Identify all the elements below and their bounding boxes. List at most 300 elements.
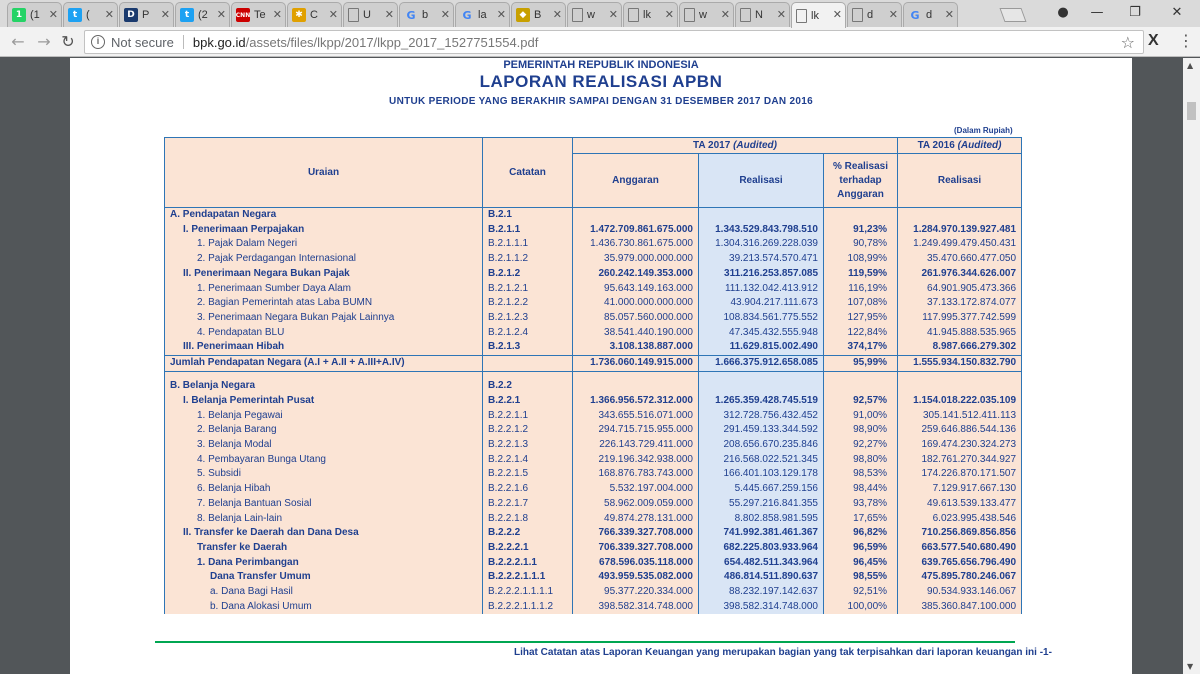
column-header-uraian: Uraian [165, 138, 483, 208]
address-bar[interactable] [84, 30, 1144, 54]
row-pct-realisasi: 98,80% [824, 453, 898, 468]
row-label: 3. Belanja Modal [165, 438, 483, 453]
row-realisasi-2016 [898, 371, 1022, 379]
column-header-catatan: Catatan [483, 138, 573, 208]
row-label: 4. Pendapatan BLU [165, 326, 483, 341]
row-label: b. Dana Alokasi Umum [165, 600, 483, 615]
row-realisasi-2017: 654.482.511.343.964 [699, 556, 824, 571]
row-anggaran: 1.366.956.572.312.000 [573, 394, 699, 409]
row-pct-realisasi: 96,45% [824, 556, 898, 571]
row-realisasi-2016: 90.534.933.146.067 [898, 585, 1022, 600]
document-icon [628, 8, 639, 22]
row-note: B.2.1.2 [483, 267, 573, 282]
row-anggaran: 5.532.197.004.000 [573, 482, 699, 497]
pct-header-line1: % Realisasi [832, 160, 889, 172]
row-label: 6. Belanja Hibah [165, 482, 483, 497]
row-anggaran [573, 371, 699, 379]
row-realisasi-2016: 475.895.780.246.067 [898, 570, 1022, 585]
column-header-ta2017 [573, 138, 898, 154]
row-pct-realisasi: 100,00% [824, 600, 898, 615]
row-anggaran: 343.655.516.071.000 [573, 409, 699, 424]
row-label: 7. Belanja Bantuan Sosial [165, 497, 483, 512]
table-row [165, 208, 1022, 223]
table-row [165, 467, 1022, 482]
row-pct-realisasi: 98,53% [824, 467, 898, 482]
google-icon: G [406, 8, 416, 22]
table-row [165, 340, 1022, 355]
tab-title: la [478, 9, 487, 21]
tab-title: P [142, 9, 150, 21]
table-row [165, 423, 1022, 438]
url-path[interactable]: /assets/files/lkpp/2017/lkpp_2017_1527751554.pdf [245, 34, 539, 50]
row-realisasi-2017: 1.343.529.843.798.510 [699, 223, 824, 238]
pct-header-line2: terhadap [839, 174, 882, 186]
row-label: III. Penerimaan Hibah [165, 340, 483, 355]
table-row [165, 371, 1022, 379]
row-label: 5. Subsidi [165, 467, 483, 482]
browser-tab[interactable] [455, 2, 510, 27]
row-realisasi-2016: 37.133.172.874.077 [898, 296, 1022, 311]
row-pct-realisasi: 98,90% [824, 423, 898, 438]
new-tab-button[interactable] [999, 8, 1026, 22]
close-tab-icon[interactable]: ✕ [832, 9, 842, 21]
tab-title: (1 [30, 9, 40, 21]
close-tab-icon[interactable]: ✕ [328, 8, 338, 21]
row-realisasi-2017: 11.629.815.002.490 [699, 340, 824, 355]
row-realisasi-2017: 39.213.574.570.471 [699, 252, 824, 267]
row-pct-realisasi: 17,65% [824, 512, 898, 527]
ta2017-label: TA 2017 [693, 140, 731, 151]
footer-divider [155, 641, 1015, 643]
row-realisasi-2017: 1.265.359.428.745.519 [699, 394, 824, 409]
tab-title: lk [643, 9, 651, 21]
row-realisasi-2016: 639.765.656.796.490 [898, 556, 1022, 571]
browser-tab[interactable] [847, 2, 902, 27]
tab-title: C [310, 9, 318, 21]
tab-title: w [699, 9, 707, 21]
whatsapp-icon: 1 [12, 8, 26, 22]
row-label: A. Pendapatan Negara [165, 208, 483, 223]
row-realisasi-2016: 1.555.934.150.832.790 [898, 356, 1022, 372]
table-row [165, 282, 1022, 297]
ta2016-label: TA 2016 [917, 140, 955, 151]
row-label: 2. Belanja Barang [165, 423, 483, 438]
page-footer: Lihat Catatan atas Laporan Keuangan yang merupakan bagian yang tak terpisahkan dari laporan keuangan ini -1- [514, 647, 1052, 658]
row-realisasi-2017 [699, 379, 824, 394]
row-pct-realisasi: 98,55% [824, 570, 898, 585]
row-anggaran: 41.000.000.000.000 [573, 296, 699, 311]
browser-tab[interactable] [231, 2, 286, 27]
row-realisasi-2017: 682.225.803.933.964 [699, 541, 824, 556]
column-header-ta2016 [898, 138, 1022, 154]
table-body [165, 208, 1022, 615]
row-realisasi-2017: 108.834.561.775.552 [699, 311, 824, 326]
table-row [165, 379, 1022, 394]
tab-title: N [755, 9, 763, 21]
row-anggaran: 226.143.729.411.000 [573, 438, 699, 453]
twitter-icon: t [180, 8, 194, 22]
row-pct-realisasi: 91,00% [824, 409, 898, 424]
row-note: B.2.2 [483, 379, 573, 394]
menu-icon[interactable]: ⋮ [1178, 31, 1194, 50]
row-anggaran: 260.242.149.353.000 [573, 267, 699, 282]
browser-tab[interactable] [287, 2, 342, 27]
table-row [165, 409, 1022, 424]
row-note [483, 371, 573, 379]
row-label: II. Penerimaan Negara Bukan Pajak [165, 267, 483, 282]
row-realisasi-2016: 174.226.870.171.507 [898, 467, 1022, 482]
browser-tab[interactable] [119, 2, 174, 27]
row-label: 4. Pembayaran Bunga Utang [165, 453, 483, 468]
row-note: B.2.2.1.1 [483, 409, 573, 424]
budget-realization-table [164, 137, 1022, 614]
row-realisasi-2017: 216.568.022.521.345 [699, 453, 824, 468]
reload-button[interactable]: ↻ [61, 32, 75, 51]
row-anggaran: 3.108.138.887.000 [573, 340, 699, 355]
table-row [165, 326, 1022, 341]
row-note: B.2.2.1 [483, 394, 573, 409]
browser-tab[interactable] [7, 2, 62, 27]
report-period: UNTUK PERIODE YANG BERAKHIR SAMPAI DENGAN 31 DESEMBER 2017 DAN 2016 [389, 96, 813, 107]
row-note [483, 356, 573, 372]
table-row [165, 453, 1022, 468]
row-realisasi-2017: 5.445.667.259.156 [699, 482, 824, 497]
browser-tab[interactable] [791, 2, 846, 28]
row-label: I. Belanja Pemerintah Pusat [165, 394, 483, 409]
row-label: 1. Penerimaan Sumber Daya Alam [165, 282, 483, 297]
column-header-anggaran: Anggaran [573, 154, 699, 208]
ta2017-audited: (Audited) [733, 140, 777, 151]
browser-tab[interactable] [623, 2, 678, 27]
table-row [165, 570, 1022, 585]
row-realisasi-2017: 398.582.314.748.000 [699, 600, 824, 615]
row-realisasi-2016: 41.945.888.535.965 [898, 326, 1022, 341]
table-row [165, 512, 1022, 527]
browser-tab[interactable] [175, 2, 230, 27]
table-row [165, 394, 1022, 409]
table-row [165, 541, 1022, 556]
close-tab-icon[interactable]: ✕ [608, 8, 618, 21]
row-pct-realisasi: 116,19% [824, 282, 898, 297]
row-anggaran: 1.472.709.861.675.000 [573, 223, 699, 238]
account-icon[interactable]: ● [1057, 5, 1069, 20]
row-realisasi-2017: 311.216.253.857.085 [699, 267, 824, 282]
row-realisasi-2016: 1.249.499.479.450.431 [898, 237, 1022, 252]
row-realisasi-2017: 208.656.670.235.846 [699, 438, 824, 453]
close-tab-icon[interactable]: ✕ [216, 8, 226, 21]
close-tab-icon[interactable]: ✕ [272, 8, 282, 21]
row-label: Transfer ke Daerah [165, 541, 483, 556]
tab-title: w [587, 9, 595, 21]
table-row [165, 526, 1022, 541]
row-note: B.2.2.1.8 [483, 512, 573, 527]
table-row [165, 267, 1022, 282]
close-tab-icon[interactable]: ✕ [888, 8, 898, 21]
row-realisasi-2016: 710.256.869.856.856 [898, 526, 1022, 541]
row-note: B.2.2.1.6 [483, 482, 573, 497]
row-pct-realisasi: 92,57% [824, 394, 898, 409]
row-realisasi-2017: 166.401.103.129.178 [699, 467, 824, 482]
government-title: PEMERINTAH REPUBLIK INDONESIA [503, 59, 699, 71]
row-realisasi-2017: 1.304.316.269.228.039 [699, 237, 824, 252]
document-icon [796, 9, 807, 23]
row-note: B.2.2.2.1.1.1.1 [483, 585, 573, 600]
cnn-icon: CNN [236, 8, 250, 22]
row-anggaran: 85.057.560.000.000 [573, 311, 699, 326]
table-row [165, 438, 1022, 453]
report-title: LAPORAN REALISASI APBN [479, 72, 723, 91]
row-label: I. Penerimaan Perpajakan [165, 223, 483, 238]
close-tab-icon[interactable]: ✕ [552, 8, 562, 21]
row-realisasi-2017: 43.904.217.111.673 [699, 296, 824, 311]
row-note: B.2.2.2.1 [483, 541, 573, 556]
row-note: B.2.2.2 [483, 526, 573, 541]
table-row [165, 296, 1022, 311]
row-pct-realisasi: 107,08% [824, 296, 898, 311]
row-note: B.2.1.2.3 [483, 311, 573, 326]
document-icon [572, 8, 583, 22]
row-anggaran: 1.436.730.861.675.000 [573, 237, 699, 252]
table-row [165, 600, 1022, 615]
row-pct-realisasi [824, 371, 898, 379]
row-note: B.2.1.2.1 [483, 282, 573, 297]
scroll-up-arrow-icon[interactable]: ▲ [1187, 61, 1194, 70]
row-label [165, 371, 483, 379]
row-realisasi-2016: 259.646.886.544.136 [898, 423, 1022, 438]
row-realisasi-2017: 291.459.133.344.592 [699, 423, 824, 438]
tab-title: U [363, 9, 371, 21]
browser-tab[interactable] [399, 2, 454, 27]
row-realisasi-2016: 6.023.995.438.546 [898, 512, 1022, 527]
table-row [165, 311, 1022, 326]
row-note: B.2.2.1.2 [483, 423, 573, 438]
bookmark-star-icon[interactable]: ☆ [1120, 33, 1135, 52]
row-note: B.2.2.2.1.1 [483, 556, 573, 571]
row-realisasi-2017 [699, 208, 824, 223]
row-label: 8. Belanja Lain-lain [165, 512, 483, 527]
row-note: B.2.1.2.2 [483, 296, 573, 311]
row-pct-realisasi: 96,59% [824, 541, 898, 556]
row-label: 1. Pajak Dalam Negeri [165, 237, 483, 252]
browser-tab[interactable] [63, 2, 118, 27]
row-anggaran: 168.876.783.743.000 [573, 467, 699, 482]
row-note: B.2.2.2.1.1.1 [483, 570, 573, 585]
url-host[interactable]: bpk.go.id [192, 34, 246, 50]
document-icon [684, 8, 695, 22]
row-anggaran: 398.582.314.748.000 [573, 600, 699, 615]
close-tab-icon[interactable]: ✕ [440, 8, 450, 21]
row-realisasi-2016: 35.470.660.477.050 [898, 252, 1022, 267]
close-tab-icon[interactable]: ✕ [944, 8, 954, 21]
divider [183, 35, 184, 49]
row-pct-realisasi: 119,59% [824, 267, 898, 282]
tab-title: lk [811, 9, 819, 22]
column-header-realisasi-2016: Realisasi [898, 154, 1022, 208]
unit-note: (Dalam Rupiah) [954, 126, 1013, 135]
row-note: B.2.2.1.4 [483, 453, 573, 468]
close-tab-icon[interactable]: ✕ [48, 8, 58, 21]
row-label: 2. Pajak Perdagangan Internasional [165, 252, 483, 267]
row-label: 1. Belanja Pegawai [165, 409, 483, 424]
row-realisasi-2016: 8.987.666.279.302 [898, 340, 1022, 355]
row-realisasi-2016 [898, 208, 1022, 223]
tab-title: d [867, 9, 874, 21]
row-realisasi-2016 [898, 379, 1022, 394]
row-note: B.2.1 [483, 208, 573, 223]
row-realisasi-2016: 261.976.344.626.007 [898, 267, 1022, 282]
emblem-icon: ◆ [516, 8, 530, 22]
row-label: Dana Transfer Umum [165, 570, 483, 585]
scroll-down-arrow-icon[interactable]: ▼ [1187, 662, 1194, 671]
row-anggaran: 294.715.715.955.000 [573, 423, 699, 438]
close-tab-icon[interactable]: ✕ [384, 8, 394, 21]
close-tab-icon[interactable]: ✕ [160, 8, 170, 21]
row-pct-realisasi: 374,17% [824, 340, 898, 355]
row-anggaran: 95.377.220.334.000 [573, 585, 699, 600]
row-realisasi-2016: 305.141.512.411.113 [898, 409, 1022, 424]
tab-title: (2 [198, 9, 208, 21]
row-anggaran: 58.962.009.059.000 [573, 497, 699, 512]
table-row [165, 356, 1022, 372]
row-pct-realisasi: 98,44% [824, 482, 898, 497]
pdf-viewer[interactable] [0, 58, 1200, 674]
tab-title: Te [254, 9, 266, 21]
tab-title: B [534, 9, 542, 21]
vertical-scrollbar[interactable] [1183, 58, 1200, 674]
row-realisasi-2017: 8.802.858.981.595 [699, 512, 824, 527]
close-window-button[interactable]: ✕ [1171, 5, 1183, 20]
not-secure-label[interactable]: Not secure [111, 34, 174, 50]
browser-tab[interactable] [511, 2, 566, 27]
row-pct-realisasi: 96,82% [824, 526, 898, 541]
row-pct-realisasi: 95,99% [824, 356, 898, 372]
document-icon [852, 8, 863, 22]
ta2016-audited: (Audited) [957, 140, 1002, 151]
column-header-realisasi-2017: Realisasi [699, 154, 824, 208]
row-label: 3. Penerimaan Negara Bukan Pajak Lainnya [165, 311, 483, 326]
column-header-pct-realisasi [824, 154, 898, 208]
table-row [165, 497, 1022, 512]
toolbar [0, 27, 1200, 57]
row-anggaran: 766.339.327.708.000 [573, 526, 699, 541]
pct-header-line3: Anggaran [837, 188, 884, 200]
browser-tab[interactable] [343, 2, 398, 27]
minimize-button[interactable]: — [1090, 5, 1104, 20]
row-anggaran: 49.874.278.131.000 [573, 512, 699, 527]
row-anggaran [573, 379, 699, 394]
browser-tab[interactable] [567, 2, 622, 27]
table-row [165, 556, 1022, 571]
document-icon [740, 8, 751, 22]
twitter-icon: t [68, 8, 82, 22]
row-realisasi-2017: 55.297.216.841.355 [699, 497, 824, 512]
row-realisasi-2017: 741.992.381.461.367 [699, 526, 824, 541]
row-realisasi-2016: 385.360.847.100.000 [898, 600, 1022, 615]
close-tab-icon[interactable]: ✕ [496, 8, 506, 21]
row-note: B.2.1.3 [483, 340, 573, 355]
row-label: Jumlah Pendapatan Negara (A.I + A.II + A.III+A.IV) [165, 356, 483, 372]
row-realisasi-2016: 1.154.018.222.035.109 [898, 394, 1022, 409]
row-anggaran: 219.196.342.938.000 [573, 453, 699, 468]
row-label: a. Dana Bagi Hasil [165, 585, 483, 600]
scrollbar-thumb[interactable] [1187, 102, 1196, 120]
row-note: B.2.2.2.1.1.1.2 [483, 600, 573, 615]
close-tab-icon[interactable]: ✕ [664, 8, 674, 21]
row-label: 2. Bagian Pemerintah atas Laba BUMN [165, 296, 483, 311]
row-realisasi-2017 [699, 371, 824, 379]
tab-title: d [926, 9, 933, 21]
document-icon [348, 8, 359, 22]
row-pct-realisasi: 122,84% [824, 326, 898, 341]
row-realisasi-2016: 1.284.970.139.927.481 [898, 223, 1022, 238]
browser-tab[interactable] [679, 2, 734, 27]
row-pct-realisasi: 127,95% [824, 311, 898, 326]
row-pct-realisasi: 90,78% [824, 237, 898, 252]
row-label: 1. Dana Perimbangan [165, 556, 483, 571]
row-realisasi-2016: 49.613.539.133.477 [898, 497, 1022, 512]
table-row [165, 252, 1022, 267]
row-anggaran: 1.736.060.149.915.000 [573, 356, 699, 372]
row-note: B.2.1.1.2 [483, 252, 573, 267]
row-label: B. Belanja Negara [165, 379, 483, 394]
table-row [165, 237, 1022, 252]
row-anggaran [573, 208, 699, 223]
row-note: B.2.1.2.4 [483, 326, 573, 341]
row-anggaran: 38.541.440.190.000 [573, 326, 699, 341]
row-realisasi-2017: 88.232.197.142.637 [699, 585, 824, 600]
row-pct-realisasi: 91,23% [824, 223, 898, 238]
row-anggaran: 678.596.035.118.000 [573, 556, 699, 571]
tab-title: b [422, 9, 429, 21]
row-realisasi-2017: 47.345.432.555.948 [699, 326, 824, 341]
row-note: B.2.1.1 [483, 223, 573, 238]
row-anggaran: 493.959.535.082.000 [573, 570, 699, 585]
browser-tab[interactable] [735, 2, 790, 27]
extension-icon[interactable]: X [1148, 32, 1159, 49]
info-icon[interactable]: i [91, 35, 105, 49]
row-note: B.2.2.1.3 [483, 438, 573, 453]
back-button[interactable]: ← [11, 32, 25, 51]
row-realisasi-2017: 486.814.511.890.637 [699, 570, 824, 585]
row-pct-realisasi: 93,78% [824, 497, 898, 512]
browser-tab[interactable] [903, 2, 958, 27]
d-logo-icon: D [124, 8, 138, 22]
row-pct-realisasi: 108,99% [824, 252, 898, 267]
row-note: B.2.1.1.1 [483, 237, 573, 252]
row-anggaran: 35.979.000.000.000 [573, 252, 699, 267]
row-realisasi-2017: 1.666.375.912.658.085 [699, 356, 824, 372]
close-tab-icon[interactable]: ✕ [776, 8, 786, 21]
google-icon: G [462, 8, 472, 22]
forward-button[interactable]: → [37, 32, 51, 51]
restore-button[interactable]: ❐ [1129, 5, 1141, 20]
row-realisasi-2016: 182.761.270.344.927 [898, 453, 1022, 468]
row-realisasi-2016: 7.129.917.667.130 [898, 482, 1022, 497]
tab-title: ( [86, 9, 90, 21]
table-row [165, 482, 1022, 497]
row-realisasi-2016: 663.577.540.680.490 [898, 541, 1022, 556]
nbc-peacock-icon: ✱ [292, 8, 306, 22]
row-realisasi-2016: 169.474.230.324.273 [898, 438, 1022, 453]
close-tab-icon[interactable]: ✕ [720, 8, 730, 21]
row-anggaran: 95.643.149.163.000 [573, 282, 699, 297]
row-note: B.2.2.1.7 [483, 497, 573, 512]
table-row [165, 223, 1022, 238]
close-tab-icon[interactable]: ✕ [104, 8, 114, 21]
row-pct-realisasi [824, 379, 898, 394]
row-pct-realisasi: 92,51% [824, 585, 898, 600]
row-anggaran: 706.339.327.708.000 [573, 541, 699, 556]
